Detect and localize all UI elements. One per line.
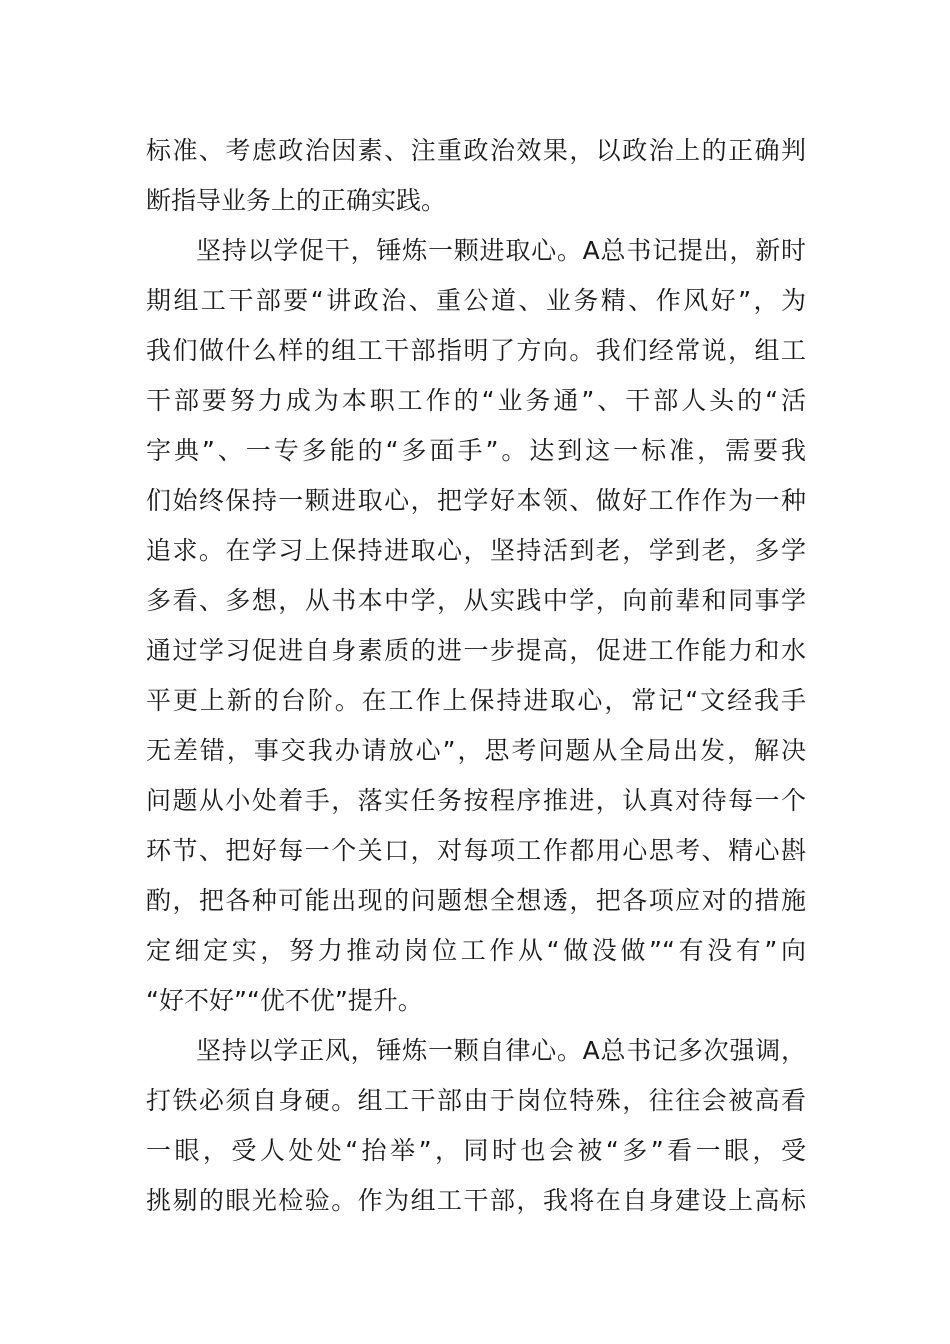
text-line: 通过学习促进自身素质的进一步提高，促进工作能力和水 — [146, 636, 806, 665]
text-line: 断指导业务上的正确实践。 — [146, 186, 447, 215]
text-line: 无差错，事交我办请放心”，思考问题从全局出发，解决 — [146, 736, 806, 765]
text-line: 打铁必须自身硬。组工干部由于岗位特殊，往往会被高看 — [146, 1086, 806, 1115]
text-line: 期组工干部要“讲政治、重公道、业务精、作风好”，为 — [146, 286, 806, 315]
text-line: 标准、考虑政治因素、注重政治效果，以政治上的正确判 — [146, 136, 806, 165]
text-line: 挑剔的眼光检验。作为组工干部，我将在自身建设上高标 — [146, 1186, 806, 1215]
text-line: “好不好”“优不优”提升。 — [146, 986, 423, 1015]
text-line: 追求。在学习上保持进取心，坚持活到老，学到老，多学 — [146, 536, 806, 565]
text-line: 酌，把各种可能出现的问题想全想透，把各项应对的措施 — [146, 886, 806, 915]
text-line: 环节、把好每一个关口，对每项工作都用心思考、精心斟 — [146, 836, 806, 865]
text-line: 平更上新的台阶。在工作上保持进取心，常记“文经我手 — [146, 686, 806, 715]
paragraph-start-line: 坚持以学正风，锤炼一颗自律心。A总书记多次强调， — [196, 1036, 806, 1065]
text-line: 我们做什么样的组工干部指明了方向。我们经常说，组工 — [146, 336, 806, 365]
text-line: 定细定实，努力推动岗位工作从“做没做”“有没有”向 — [146, 936, 806, 965]
text-line: 干部要努力成为本职工作的“业务通”、干部人头的“活 — [146, 386, 806, 415]
text-line: 字典”、一专多能的“多面手”。达到这一标准，需要我 — [146, 436, 806, 465]
text-line: 问题从小处着手，落实任务按程序推进，认真对待每一个 — [146, 786, 806, 815]
text-line: 们始终保持一颗进取心，把学好本领、做好工作作为一种 — [146, 486, 806, 515]
text-line: 一眼，受人处处“抬举”，同时也会被“多”看一眼，受 — [146, 1136, 806, 1165]
text-line: 多看、多想，从书本中学，从实践中学，向前辈和同事学 — [146, 586, 806, 615]
paragraph-start-line: 坚持以学促干，锤炼一颗进取心。A总书记提出，新时 — [196, 236, 806, 265]
